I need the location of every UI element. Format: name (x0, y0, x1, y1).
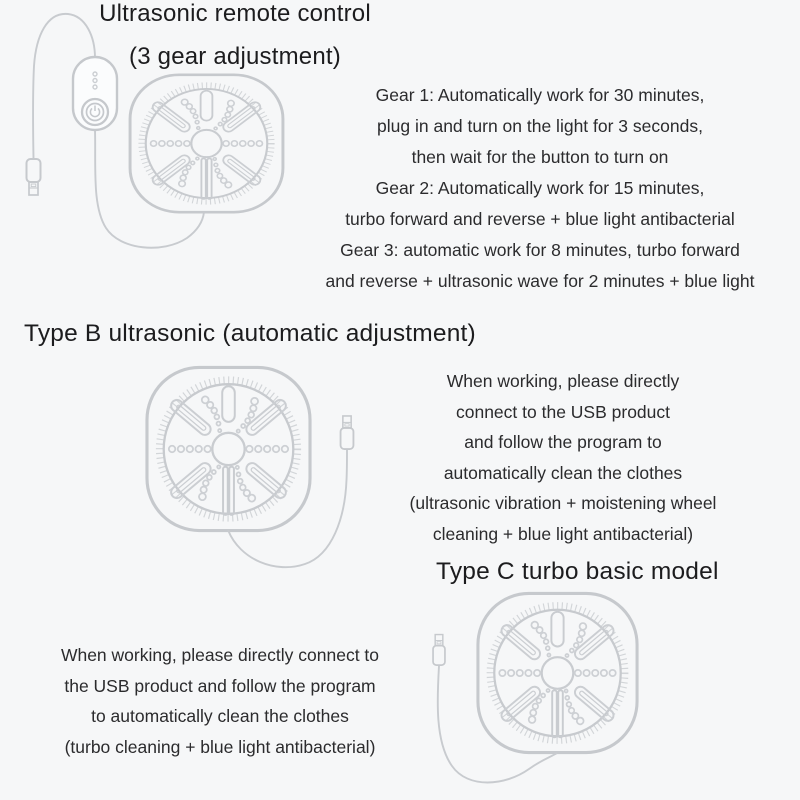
description-line: and follow the program to (464, 432, 662, 452)
description-line: plug in and turn on the light for 3 seconds, (377, 116, 703, 136)
usb-plug-icon (433, 635, 445, 666)
usb-cable (438, 666, 557, 783)
washing-disc-illustration (147, 367, 310, 530)
section1-description (290, 80, 790, 297)
description-line: automatically clean the clothes (443, 462, 683, 483)
description-line: When working, please directly (446, 371, 680, 391)
section2-title: Type B ultrasonic (automatic adjustment) (24, 320, 476, 347)
description-line: connect to the USB product (455, 401, 671, 422)
description-line: (ultrasonic vibration + moistening wheel (409, 493, 717, 513)
description-line: then wait for the button to turn on (411, 147, 669, 167)
description-line: Gear 3: automatic work for 8 minutes, turbo forward (340, 240, 740, 260)
section3-title: Type C turbo basic model (436, 558, 719, 585)
section1-title-line2: (3 gear adjustment) (129, 43, 341, 70)
section3-description (20, 640, 420, 762)
description-line: Gear 1: Automatically work for 30 minutes, (375, 85, 705, 105)
description-line: Gear 2: Automatically work for 15 minutes, (375, 178, 705, 198)
washing-disc-illustration (478, 593, 637, 752)
usb-plug-icon (27, 159, 41, 195)
section3-art (433, 593, 637, 782)
remote-to-disc-cable (95, 130, 204, 248)
description-line: turbo forward and reverse + blue light antibacterial (345, 209, 735, 229)
description-line: When working, please directly connect to (60, 645, 380, 665)
section1-title-line1: Ultrasonic remote control (99, 0, 371, 27)
section2-art (147, 367, 353, 567)
description-line: (turbo cleaning + blue light antibacterial) (64, 736, 376, 757)
description-line: cleaning + blue light antibacterial) (432, 523, 694, 544)
description-line: and reverse + ultrasonic wave for 2 minutes + blue light (325, 271, 755, 291)
description-line: to automatically clean the clothes (91, 706, 349, 726)
description-line: the USB product and follow the program (64, 675, 376, 696)
washing-disc-illustration (130, 75, 283, 212)
usb-plug-icon (341, 416, 354, 449)
section2-description (363, 366, 763, 549)
